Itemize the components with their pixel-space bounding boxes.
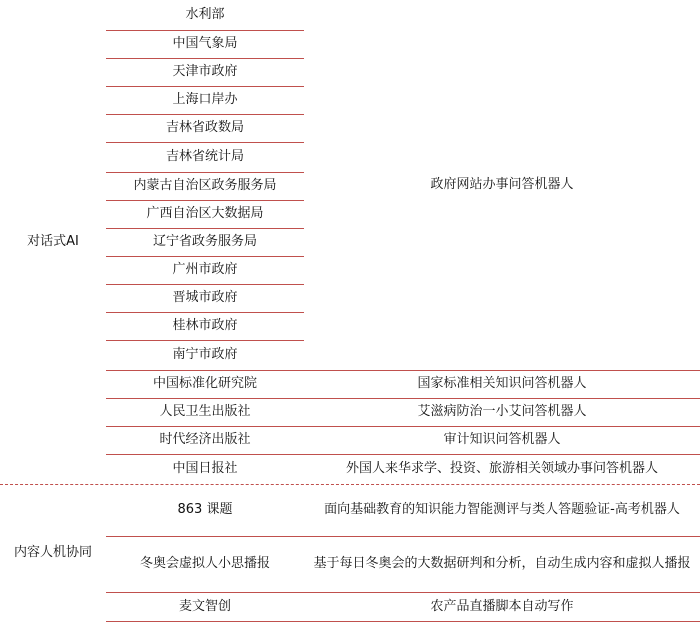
row-divider [106, 256, 304, 257]
org-cell: 辽宁省政务服务局 [152, 234, 257, 249]
category-conversational-ai: 对话式AI [27, 234, 79, 249]
org-cell: 中国日报社 [172, 461, 238, 476]
org-cell: 桂林市政府 [172, 318, 238, 333]
org-cell: 中国气象局 [172, 36, 238, 51]
org-cell: 麦文智创 [178, 599, 231, 614]
row-divider [106, 454, 700, 455]
application-merged-gov: 政府网站办事问答机器人 [430, 177, 574, 192]
application-cell: 外国人来华求学、投资、旅游相关领域办事问答机器人 [345, 461, 658, 476]
application-cell: 审计知识问答机器人 [443, 432, 561, 447]
org-cell: 天津市政府 [172, 64, 238, 79]
row-divider [106, 340, 304, 341]
org-cell: 中国标准化研究院 [152, 376, 257, 391]
row-divider [106, 114, 304, 115]
row-divider [106, 142, 304, 143]
table-bottom-border [106, 621, 700, 622]
row-divider [106, 312, 304, 313]
category-content-collab: 内容人机协同 [13, 545, 92, 560]
application-cell: 国家标准相关知识问答机器人 [417, 376, 587, 391]
row-divider [106, 200, 304, 201]
org-cell: 吉林省统计局 [165, 149, 244, 164]
org-cell: 吉林省政数局 [165, 120, 244, 135]
application-cell: 农产品直播脚本自动写作 [430, 599, 574, 614]
application-cell: 面向基础教育的知识能力智能测评与类人答题验证-高考机器人 [324, 502, 680, 517]
row-divider [106, 370, 700, 371]
org-cell: 上海口岸办 [172, 92, 238, 107]
org-cell: 时代经济出版社 [159, 432, 251, 447]
row-divider [106, 592, 700, 593]
org-cell: 人民卫生出版社 [159, 404, 251, 419]
org-cell: 广西自治区大数据局 [146, 206, 264, 221]
row-divider [106, 426, 700, 427]
row-divider [106, 30, 304, 31]
org-cell: 广州市政府 [172, 262, 238, 277]
org-cell: 冬奥会虚拟人小思播报 [139, 556, 270, 571]
org-cell: 水利部 [185, 7, 225, 22]
row-divider [106, 228, 304, 229]
row-divider [106, 536, 700, 537]
application-cell: 基于每日冬奥会的大数据研判和分析，自动生成内容和虚拟人播报 [313, 556, 691, 571]
org-cell: 南宁市政府 [172, 347, 238, 362]
org-cell: 晋城市政府 [172, 290, 238, 305]
row-divider [106, 398, 700, 399]
org-cell: 863 课题 [177, 502, 233, 517]
row-divider [106, 58, 304, 59]
org-cell: 内蒙古自治区政务服务局 [133, 178, 277, 193]
application-cell: 艾滋病防治一小艾问答机器人 [417, 404, 587, 419]
group-divider [0, 484, 700, 485]
row-divider [106, 86, 304, 87]
row-divider [106, 172, 304, 173]
row-divider [106, 284, 304, 285]
